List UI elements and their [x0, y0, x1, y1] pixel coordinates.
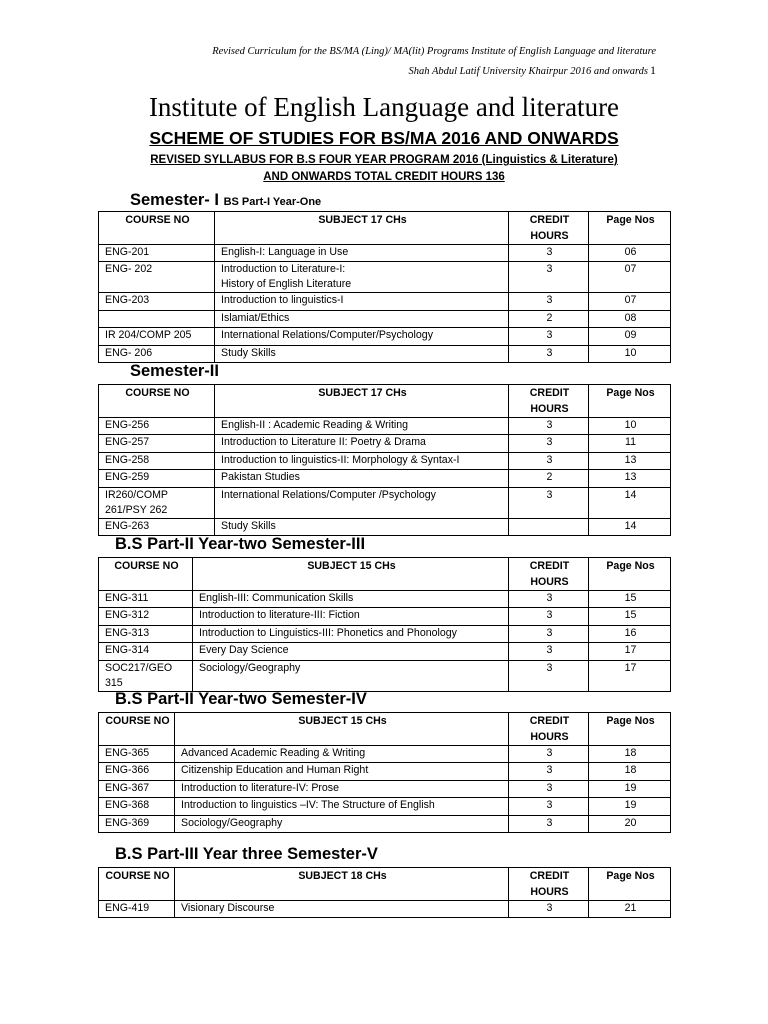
- page-no-cell: 10: [589, 418, 671, 435]
- table-row: [99, 746, 671, 763]
- course-code-cell: ENG-263: [99, 518, 215, 535]
- credit-hours-cell: 3: [509, 435, 589, 452]
- table-row: [99, 780, 671, 797]
- page-no-cell: 09: [589, 328, 671, 345]
- course-code-cell: ENG-313: [99, 625, 193, 642]
- credit-hours-cell: 3: [509, 643, 589, 660]
- course-code-cell: ENG-257: [99, 435, 215, 452]
- course-code-cell: ENG-256: [99, 418, 215, 435]
- col-course-no: COURSE NO: [99, 558, 193, 591]
- credit-hours-cell: 3: [509, 763, 589, 780]
- page-title: Institute of English Language and literature: [148, 92, 620, 122]
- semester-4-table: [98, 712, 671, 833]
- col-subject: SUBJECT 15 CHs: [193, 558, 509, 591]
- credit-hours-cell: 3: [509, 780, 589, 797]
- col-credit-hours: CREDIT HOURS: [509, 212, 589, 245]
- col-page-nos: Page Nos: [589, 558, 671, 591]
- course-code-cell: ENG- 206: [99, 345, 215, 362]
- table-row: [99, 815, 671, 832]
- course-code-cell: ENG-312: [99, 608, 193, 625]
- table-row: [99, 625, 671, 642]
- course-code-cell: IR 204/COMP 205: [99, 328, 215, 345]
- col-credit-hours: CREDIT HOURS: [509, 868, 589, 901]
- semester-3-table: [98, 557, 671, 692]
- page-no-cell: 08: [589, 310, 671, 327]
- credit-hours-cell: 3: [509, 345, 589, 362]
- running-header-line2: [409, 63, 656, 78]
- col-credit-hours: CREDIT HOURS: [509, 558, 589, 591]
- table-row: [99, 470, 671, 487]
- subject-cell: Introduction to literature-III: Fiction: [193, 608, 509, 625]
- col-subject: SUBJECT 17 CHs: [215, 212, 509, 245]
- page-no-cell: 15: [589, 608, 671, 625]
- subject-cell: Introduction to Linguistics-III: Phonetics and Phonology: [193, 625, 509, 642]
- credit-hours-cell: 3: [509, 798, 589, 815]
- table-row: [99, 487, 671, 518]
- course-code-cell: ENG-366: [99, 763, 175, 780]
- subject-cell: Introduction to linguistics-II: Morphology & Syntax-I: [215, 452, 509, 469]
- subject-cell: Introduction to Literature II: Poetry & Drama: [215, 435, 509, 452]
- subject-cell: Pakistan Studies: [215, 470, 509, 487]
- page-no-cell: 11: [589, 435, 671, 452]
- semester-5-table: [98, 867, 671, 918]
- credit-hours-cell: [509, 518, 589, 535]
- course-code-cell: ENG- 202: [99, 262, 215, 293]
- subject-cell: Introduction to literature-IV: Prose: [175, 780, 509, 797]
- credit-hours-cell: 2: [509, 310, 589, 327]
- semester-4-heading: B.S Part-II Year-two Semester-IV: [115, 690, 367, 708]
- semester-5-heading: B.S Part-III Year three Semester-V: [115, 845, 378, 863]
- page-no-cell: 19: [589, 798, 671, 815]
- subject-cell: Study Skills: [215, 518, 509, 535]
- subject-cell: International Relations/Computer /Psychology: [215, 487, 509, 518]
- revised-syllabus-line1: REVISED SYLLABUS FOR B.S FOUR YEAR PROGRAM 2016 (Linguistics & Literature): [150, 154, 618, 166]
- table-row: [99, 660, 671, 691]
- credit-hours-cell: 3: [509, 746, 589, 763]
- course-code-cell: ENG-258: [99, 452, 215, 469]
- semester-1-table: [98, 211, 671, 363]
- semester-2-heading: Semester-II: [130, 362, 219, 380]
- semester-1-subtitle: BS Part-I Year-One: [223, 196, 322, 208]
- credit-hours-cell: 3: [509, 293, 589, 310]
- subject-cell: Every Day Science: [193, 643, 509, 660]
- subject-cell: Introduction to linguistics-I: [215, 293, 509, 310]
- table-row: [99, 518, 671, 535]
- subject-cell: Introduction to Literature-I: History of English Literature: [215, 262, 509, 293]
- credit-hours-cell: 3: [509, 418, 589, 435]
- table-row: [99, 345, 671, 362]
- col-credit-hours: CREDIT HOURS: [509, 385, 589, 418]
- credit-hours-cell: 3: [509, 660, 589, 691]
- page-no-cell: 16: [589, 625, 671, 642]
- course-code-cell: ENG-367: [99, 780, 175, 797]
- page-no-cell: 17: [589, 660, 671, 691]
- col-page-nos: Page Nos: [589, 713, 671, 746]
- credit-hours-cell: 3: [509, 487, 589, 518]
- credit-hours-cell: 3: [509, 608, 589, 625]
- credit-hours-cell: 3: [509, 625, 589, 642]
- page-no-cell: 18: [589, 763, 671, 780]
- col-page-nos: Page Nos: [589, 212, 671, 245]
- course-code-cell: SOC217/GEO 315: [99, 660, 193, 691]
- page-no-cell: 06: [589, 245, 671, 262]
- course-code-cell: [99, 310, 215, 327]
- credit-hours-cell: 2: [509, 470, 589, 487]
- col-course-no: COURSE NO: [99, 385, 215, 418]
- course-code-cell: ENG-203: [99, 293, 215, 310]
- table-row: [99, 643, 671, 660]
- col-subject: SUBJECT 17 CHs: [215, 385, 509, 418]
- credit-hours-cell: 3: [509, 262, 589, 293]
- credit-hours-cell: 3: [509, 815, 589, 832]
- page-no-cell: 19: [589, 780, 671, 797]
- page-no-cell: 21: [589, 901, 671, 918]
- course-code-cell: ENG-419: [99, 901, 175, 918]
- table-row: [99, 435, 671, 452]
- subject-cell: English-I: Language in Use: [215, 245, 509, 262]
- credit-hours-cell: 3: [509, 328, 589, 345]
- col-course-no: COURSE NO: [99, 868, 175, 901]
- table-row: [99, 418, 671, 435]
- page-no-cell: 14: [589, 518, 671, 535]
- table-row: [99, 608, 671, 625]
- col-course-no: COURSE NO: [99, 212, 215, 245]
- running-header-line1: Revised Curriculum for the BS/MA (Ling)/ MA(lit) Programs Institute of English Language and literature: [212, 46, 656, 57]
- subject-cell: English-II : Academic Reading & Writing: [215, 418, 509, 435]
- semester-3-heading: B.S Part-II Year-two Semester-III: [115, 535, 366, 553]
- course-code-cell: ENG-201: [99, 245, 215, 262]
- subject-cell: English-III: Communication Skills: [193, 591, 509, 608]
- semester-2-table: [98, 384, 671, 536]
- subject-cell: Sociology/Geography: [193, 660, 509, 691]
- subject-cell: Study Skills: [215, 345, 509, 362]
- table-row: [99, 763, 671, 780]
- table-row: [99, 245, 671, 262]
- col-course-no: COURSE NO: [99, 713, 175, 746]
- page-no-cell: 20: [589, 815, 671, 832]
- subject-cell: Introduction to linguistics –IV: The Structure of English: [175, 798, 509, 815]
- subject-cell: Islamiat/Ethics: [215, 310, 509, 327]
- subject-cell: Visionary Discourse: [175, 901, 509, 918]
- page-no-cell: 14: [589, 487, 671, 518]
- table-row: [99, 798, 671, 815]
- subject-cell: International Relations/Computer/Psychology: [215, 328, 509, 345]
- credit-hours-cell: 3: [509, 901, 589, 918]
- subject-cell: Sociology/Geography: [175, 815, 509, 832]
- course-code-cell: ENG-311: [99, 591, 193, 608]
- col-page-nos: Page Nos: [589, 868, 671, 901]
- course-code-cell: IR260/COMP 261/PSY 262: [99, 487, 215, 518]
- page-number: 1: [650, 63, 656, 77]
- page-no-cell: 10: [589, 345, 671, 362]
- col-credit-hours: CREDIT HOURS: [509, 713, 589, 746]
- page-no-cell: 07: [589, 262, 671, 293]
- semester-1-heading: [130, 191, 321, 210]
- page-no-cell: 18: [589, 746, 671, 763]
- col-page-nos: Page Nos: [589, 385, 671, 418]
- page-no-cell: 13: [589, 470, 671, 487]
- credit-hours-cell: 3: [509, 452, 589, 469]
- col-subject: SUBJECT 18 CHs: [175, 868, 509, 901]
- table-row: [99, 591, 671, 608]
- credit-hours-cell: 3: [509, 245, 589, 262]
- course-code-cell: ENG-314: [99, 643, 193, 660]
- subject-cell: Citizenship Education and Human Right: [175, 763, 509, 780]
- running-header-text: Shah Abdul Latif University Khairpur 2016 and onwards: [408, 66, 648, 77]
- table-row: [99, 328, 671, 345]
- revised-syllabus-line2: AND ONWARDS TOTAL CREDIT HOURS 136: [263, 171, 505, 183]
- page-no-cell: 07: [589, 293, 671, 310]
- table-row: [99, 293, 671, 310]
- page-no-cell: 15: [589, 591, 671, 608]
- page-no-cell: 13: [589, 452, 671, 469]
- col-subject: SUBJECT 15 CHs: [175, 713, 509, 746]
- table-row: [99, 901, 671, 918]
- table-row: [99, 262, 671, 293]
- course-code-cell: ENG-365: [99, 746, 175, 763]
- page-no-cell: 17: [589, 643, 671, 660]
- semester-1-title: Semester- I: [130, 191, 219, 209]
- course-code-cell: ENG-369: [99, 815, 175, 832]
- course-code-cell: ENG-259: [99, 470, 215, 487]
- table-row: [99, 452, 671, 469]
- scheme-subtitle: SCHEME OF STUDIES FOR BS/MA 2016 AND ONWARDS: [149, 128, 619, 148]
- credit-hours-cell: 3: [509, 591, 589, 608]
- table-row: [99, 310, 671, 327]
- subject-cell: Advanced Academic Reading & Writing: [175, 746, 509, 763]
- course-code-cell: ENG-368: [99, 798, 175, 815]
